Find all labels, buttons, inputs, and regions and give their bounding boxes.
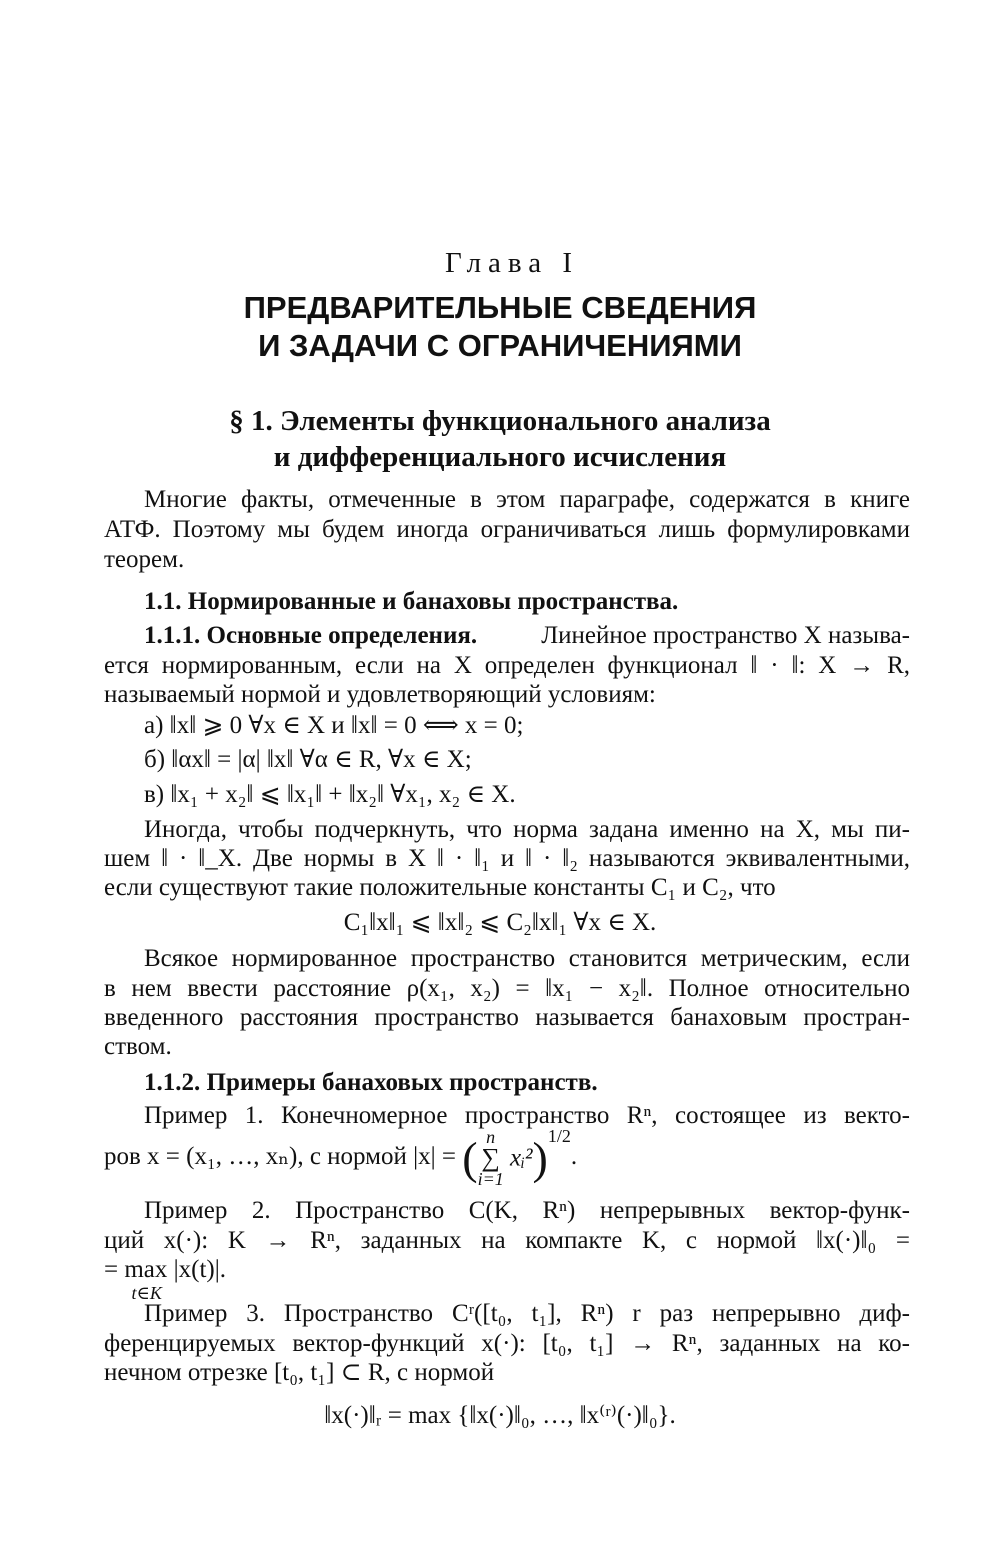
- chapter-label: Глава I: [444, 247, 580, 279]
- sum-upper-limit: n: [486, 1127, 496, 1148]
- example-1-line-1: Пример 1. Конечномерное пространство Rⁿ, состоящее из векто-: [144, 1102, 910, 1129]
- intro-line-1: Многие факты, отмеченные в этом параграфе, содержатся в книге: [144, 486, 910, 513]
- max-label: = max: [104, 1256, 168, 1283]
- definition-line-3: называемый нормой и удовлетворяющий условиям:: [104, 681, 656, 708]
- sum-term: xᵢ²: [509, 1144, 533, 1172]
- intro-line-3: теорем.: [104, 546, 185, 573]
- example-3-line-1: Пример 3. Пространство Cʳ([t₀, t₁], Rⁿ) r раз непрерывно диф-: [144, 1300, 910, 1327]
- section-title-line-2: и дифференциального исчисления: [273, 441, 727, 473]
- axiom-b: б) ‖αx‖ = |α| ‖x‖ ∀α ∈ R, ∀x ∈ X;: [144, 746, 472, 773]
- metric-line-1: Всякое нормированное пространство становится метрическим, если: [144, 945, 910, 972]
- example-1-norm-text: ров x = (x₁, …, xₙ), с нормой |x| =: [104, 1143, 456, 1170]
- example-3-formula: ‖x(·)‖ᵣ = max {‖x(·)‖₀, …, ‖x⁽ʳ⁾(·)‖₀}.: [324, 1402, 676, 1429]
- equiv-line-2: шем ‖ · ‖_X. Две нормы в X ‖ · ‖₁ и ‖ · ‖₂ называются эквивалентными,: [104, 845, 910, 872]
- max-subscript: t∈K: [131, 1283, 162, 1303]
- max-argument: |x(t)|.: [173, 1256, 227, 1283]
- sum-operator: [478, 1128, 504, 1188]
- intro-line-2: АТФ. Поэтому мы будем иногда ограничиваться лишь формулировками: [104, 516, 910, 543]
- axiom-a: а) ‖x‖ ⩾ 0 ∀x ∈ X и ‖x‖ = 0 ⟺ x = 0;: [144, 712, 524, 739]
- chapter-title-line-1: ПРЕДВАРИТЕЛЬНЫЕ СВЕДЕНИЯ: [243, 290, 757, 325]
- metric-line-4: ством.: [104, 1033, 172, 1060]
- definition-text-start: Линейное пространство X называ-: [541, 622, 910, 649]
- power-exponent: 1/2: [547, 1126, 571, 1146]
- equiv-line-3: если существуют такие положительные константы C₁ и C₂, что: [104, 874, 776, 901]
- definition-line-2: ется нормированным, если на X определен функционал ‖ · ‖: X → R,: [104, 652, 910, 679]
- section-title-line-1: § 1. Элементы функционального анализа: [229, 405, 771, 437]
- subsection-1-1-2-heading: 1.1.2. Примеры банаховых пространств.: [144, 1069, 598, 1096]
- sum-symbol: ∑: [481, 1143, 500, 1173]
- metric-line-3: введенного расстояния пространство называется банаховым простран-: [104, 1004, 910, 1031]
- subsection-1-1-1-heading: 1.1.1. Основные определения.: [144, 622, 478, 649]
- example-1-line-2: [104, 1122, 577, 1192]
- example-2-line-2: ций x(·): K → Rⁿ, заданных на компакте K, с нормой ‖x(·)‖₀ =: [104, 1227, 910, 1254]
- subsection-1-1-heading: 1.1. Нормированные и банаховы пространства.: [144, 588, 679, 615]
- example-1-end: .: [570, 1143, 578, 1170]
- example-2-line-1: Пример 2. Пространство C(K, Rⁿ) непрерывных вектор-функ-: [144, 1197, 910, 1224]
- equiv-formula: C₁‖x‖₁ ⩽ ‖x‖₂ ⩽ C₂‖x‖₁ ∀x ∈ X.: [343, 909, 657, 936]
- example-2-line-3: [104, 1255, 226, 1301]
- sum-lower-limit: i=1: [477, 1169, 504, 1190]
- metric-line-2: в нем ввести расстояние ρ(x₁, x₂) = ‖x₁ − x₂‖. Полное относительно: [104, 975, 910, 1002]
- example-3-line-2: ференцируемых вектор-функций x(·): [t₀, t₁] → Rⁿ, заданных на ко-: [104, 1330, 910, 1357]
- max-operator: [104, 1255, 167, 1301]
- paren-open: (: [462, 1132, 478, 1184]
- example-3-line-3: нечном отрезке [t₀, t₁] ⊂ R, с нормой: [104, 1359, 495, 1386]
- axiom-c: в) ‖x₁ + x₂‖ ⩽ ‖x₁‖ + ‖x₂‖ ∀x₁, x₂ ∈ X.: [144, 781, 516, 808]
- chapter-title-line-2: И ЗАДАЧИ С ОГРАНИЧЕНИЯМИ: [258, 328, 742, 363]
- paren-close: ): [532, 1132, 548, 1184]
- equiv-line-1: Иногда, чтобы подчеркнуть, что норма задана именно на X, мы пи-: [144, 816, 910, 843]
- subsection-1-1-1-line-1: [144, 621, 910, 651]
